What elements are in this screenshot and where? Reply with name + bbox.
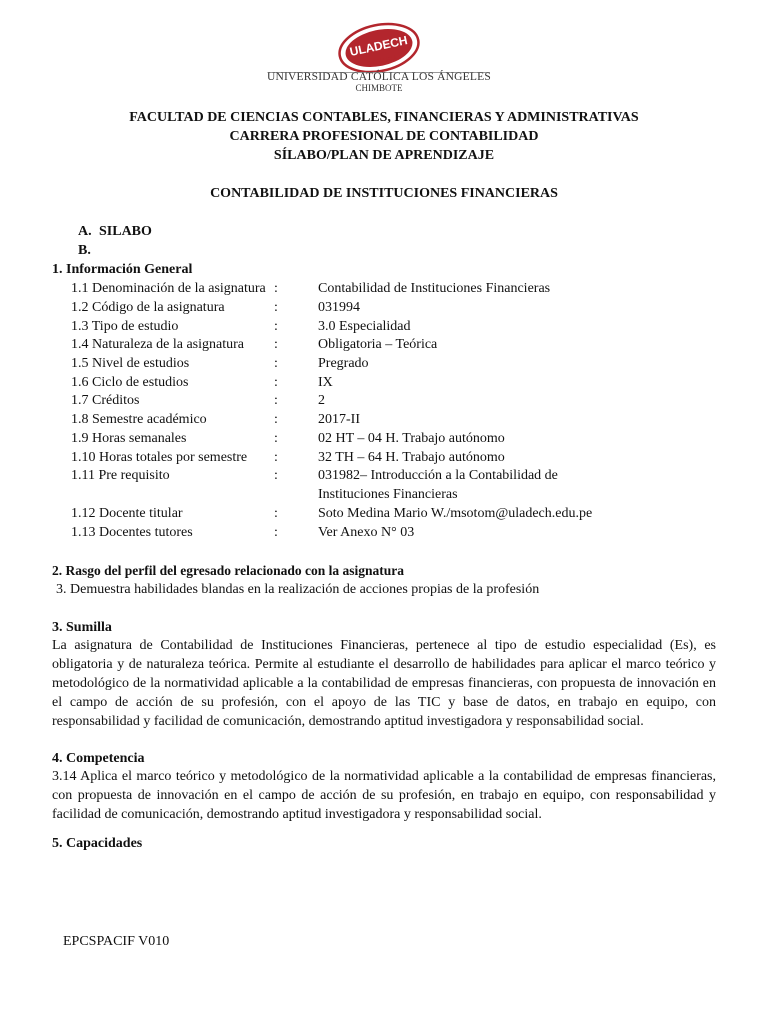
info-colon: : [274,431,278,446]
outline-a-marker: A. [78,224,92,239]
uladech-seal-icon [264,20,494,76]
info-colon: : [274,393,278,408]
info-colon: : [274,506,278,521]
section-3-text: La asignatura de Contabilidad de Instituciones Financieras, pertenece al tipo de estudio especialidad (Es), es obligatoria y de naturaleza teórica. Permite al estudiante el desarrollo de habilidades para aplicar el marco teórico y metodológico de la normatividad aplicable a la contabilidad de empresas financieras, con propuesta de innovación en el campo de acción de su profesión, con el apoyo de las TIC y base de datos, en trabajo en equipo, con responsabilidad y facilidad de comunicación, demostrando aptitud investigadora y responsabilidad social. [52,638,716,729]
info-value: 32 TH – 64 H. Trabajo autónomo [318,450,505,465]
info-colon: : [274,468,278,483]
info-row [0,298,768,317]
info-colon: : [274,300,278,315]
info-label: 1.11 Pre requisito [71,468,170,483]
info-colon: : [274,450,278,465]
info-label: 1.10 Horas totales por semestre [71,450,248,465]
info-row-continuation [0,485,768,504]
info-colon: : [274,281,278,296]
info-row [0,466,768,485]
info-label: 1.9 Horas semanales [71,431,187,446]
outline-b-marker: B. [78,243,91,258]
info-label: 1.6 Ciclo de estudios [71,375,189,390]
info-label: 1.1 Denominación de la asignatura [71,281,266,296]
course-title: CONTABILIDAD DE INSTITUCIONES FINANCIERAS [210,186,558,201]
info-row [0,448,768,467]
info-row [0,429,768,448]
info-row [0,523,768,542]
info-value: 031994 [318,300,360,315]
info-row [0,317,768,336]
info-row [0,373,768,392]
info-label: 1.2 Código de la asignatura [71,300,225,315]
info-row [0,354,768,373]
university-name: UNIVERSIDAD CATÓLICA LOS ÁNGELES [267,71,491,83]
info-value: Soto Medina Mario W./msotom@uladech.edu.pe [318,506,593,521]
document-type-heading: SÍLABO/PLAN DE APRENDIZAJE [273,148,495,163]
section-2-title: 2. Rasgo del perfil del egresado relacionado con la asignatura [52,563,404,578]
info-colon: : [274,412,278,427]
info-value: Ver Anexo N° 03 [318,525,415,540]
info-value: Instituciones Financieras [318,487,458,502]
info-colon: : [274,525,278,540]
outline-a-label: SILABO [99,224,152,239]
info-colon: : [274,319,278,334]
info-value: 2017-II [318,412,360,427]
career-heading: CARRERA PROFESIONAL DE CONTABILIDAD [229,129,539,144]
section-4-text: 3.14 Aplica el marco teórico y metodológico de la normatividad aplicable a la contabilidad de empresas financieras, con propuesta de innovación en el campo de acción de su profesión, en trabajo en equipo, con responsabilidad y facilidad de comunicación, demostrando aptitud investigadora y responsabilidad social. [52,769,716,822]
info-value: Obligatoria – Teórica [318,337,438,352]
info-value: 02 HT – 04 H. Trabajo autónomo [318,431,505,446]
info-value: 3.0 Especialidad [318,319,411,334]
faculty-heading: FACULTAD DE CIENCIAS CONTABLES, FINANCIERAS Y ADMINISTRATIVAS [129,110,639,125]
footer-code: EPCSPACIF V010 [63,934,170,949]
info-row [0,410,768,429]
info-label: 1.4 Naturaleza de la asignatura [71,337,244,352]
section-5-title: 5. Capacidades [52,836,143,851]
info-value: Contabilidad de Instituciones Financieras [318,281,551,296]
info-value: 2 [318,393,325,408]
university-city: CHIMBOTE [355,83,403,93]
logo-subtitle: CATÓLICA [366,55,398,68]
section-1-title: 1. Información General [52,262,193,277]
info-value: Pregrado [318,356,369,371]
info-value: IX [318,375,333,390]
info-row [0,335,768,354]
info-colon: : [274,356,278,371]
info-label: 1.7 Créditos [71,393,140,408]
info-colon: : [274,375,278,390]
info-row [0,504,768,523]
info-value: 031982– Introducción a la Contabilidad de [318,468,558,483]
info-label: 1.5 Nivel de estudios [71,356,190,371]
section-2-item: 3. Demuestra habilidades blandas en la realización de acciones propias de la profesión [56,582,540,597]
info-colon: : [274,337,278,352]
section-4-title: 4. Competencia [52,751,145,766]
info-row [0,391,768,410]
info-label: 1.3 Tipo de estudio [71,319,179,334]
logo-wordmark: ULADECH [348,33,409,59]
info-row [0,279,768,298]
info-label: 1.12 Docente titular [71,506,183,521]
section-3-title: 3. Sumilla [52,620,112,635]
info-label: 1.13 Docentes tutores [71,525,193,540]
info-label: 1.8 Semestre académico [71,412,207,427]
